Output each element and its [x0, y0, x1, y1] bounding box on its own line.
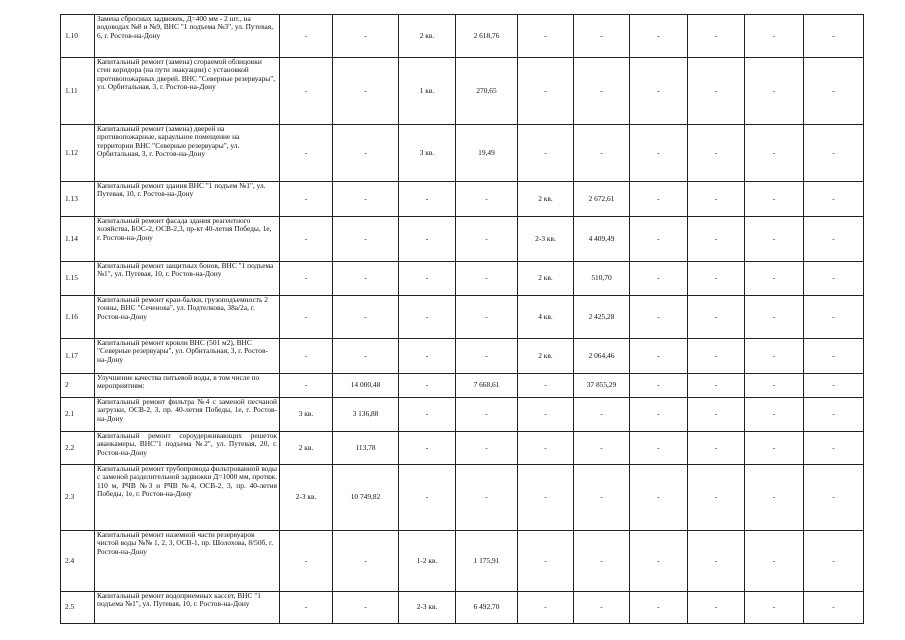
value-cell: - — [745, 465, 804, 531]
row-description: Замена сбросных задвижек, Д=400 мм - 2 шт., на водоводах №8 и №9, ВНС "1 подъема №3", ул. Путевая, 6, г. Ростов-на-Дону — [95, 15, 280, 58]
row-description: Капитальный ремонт (замена) сгораемой облицовки стен коридора (на пути эвакуации) с установкой противопожарных дверей. ВНС "Северные резервуары", ул. Орбитальная, 3, г. Ростов-на-Дону — [95, 58, 280, 125]
value-cell: - — [456, 398, 518, 432]
table-row — [61, 262, 864, 296]
value-cell: - — [630, 58, 688, 125]
value-cell: - — [804, 531, 864, 592]
value-cell: - — [456, 217, 518, 262]
value-cell: - — [630, 339, 688, 374]
value-cell: - — [333, 15, 399, 58]
value-cell: - — [630, 374, 688, 398]
value-cell: - — [745, 432, 804, 465]
value-cell: - — [630, 296, 688, 339]
value-cell: - — [456, 339, 518, 374]
plan-table — [60, 14, 864, 624]
value-cell: - — [280, 592, 333, 624]
value-cell: 270,65 — [456, 58, 518, 125]
value-cell: 2 кв. — [399, 15, 456, 58]
value-cell: - — [630, 182, 688, 217]
value-cell: - — [630, 432, 688, 465]
value-cell: - — [688, 182, 745, 217]
row-number: 2.1 — [61, 398, 95, 432]
value-cell: - — [574, 531, 630, 592]
value-cell: - — [745, 15, 804, 58]
row-description: Капитальный ремонт трубопровода фильтрованной воды с заменой разделительной задвижки Д=1000 мм, протяж. 110 м, РЧВ №3 и РЧВ №4, ОСВ-2, 3, пр. 40-летия Победы, 1е, г. Ростов-на-Дону — [95, 465, 280, 531]
value-cell: - — [804, 592, 864, 624]
value-cell: - — [745, 262, 804, 296]
value-cell: - — [333, 296, 399, 339]
value-cell: - — [804, 58, 864, 125]
value-cell: - — [688, 398, 745, 432]
table-row — [61, 531, 864, 592]
value-cell: - — [333, 262, 399, 296]
value-cell: - — [518, 374, 574, 398]
value-cell: - — [745, 592, 804, 624]
value-cell: - — [745, 217, 804, 262]
value-cell: - — [280, 531, 333, 592]
value-cell: - — [688, 339, 745, 374]
value-cell: - — [688, 296, 745, 339]
value-cell: - — [399, 296, 456, 339]
value-cell: 2 кв. — [518, 339, 574, 374]
row-number: 1.15 — [61, 262, 95, 296]
value-cell: - — [745, 374, 804, 398]
value-cell: - — [688, 374, 745, 398]
row-number: 1.16 — [61, 296, 95, 339]
value-cell: - — [399, 182, 456, 217]
value-cell: - — [456, 262, 518, 296]
value-cell: - — [399, 398, 456, 432]
value-cell: 2 кв. — [518, 182, 574, 217]
value-cell: - — [745, 398, 804, 432]
value-cell: - — [630, 217, 688, 262]
value-cell: 2-3 кв. — [280, 465, 333, 531]
row-description: Капитальный ремонт кран-балки, грузоподъемность 2 тонны, ВНС "Сеченова", ул. Подтелкова, 38а/2а, г. Ростов-на-Дону — [95, 296, 280, 339]
value-cell: - — [574, 592, 630, 624]
row-description: Капитальный ремонт защитных бонов, ВНС "1 подъема №1", ул. Путевая, 10, г. Ростов-на-Дону — [95, 262, 280, 296]
value-cell: - — [804, 432, 864, 465]
value-cell: - — [280, 262, 333, 296]
value-cell: - — [630, 465, 688, 531]
value-cell: - — [456, 182, 518, 217]
value-cell: - — [280, 339, 333, 374]
value-cell: - — [333, 339, 399, 374]
value-cell: - — [745, 58, 804, 125]
value-cell: 113,78 — [333, 432, 399, 465]
value-cell: - — [518, 592, 574, 624]
value-cell: 19,49 — [456, 125, 518, 182]
value-cell: - — [688, 465, 745, 531]
table-body — [61, 15, 864, 624]
value-cell: - — [745, 125, 804, 182]
table-row — [61, 465, 864, 531]
value-cell: - — [630, 592, 688, 624]
value-cell: - — [574, 15, 630, 58]
value-cell: - — [333, 58, 399, 125]
value-cell: - — [574, 465, 630, 531]
row-number: 2.2 — [61, 432, 95, 465]
value-cell: - — [518, 15, 574, 58]
row-description: Капитальный ремонт (замена) дверей на противопожарные, караульное помещение на территории ВНС "Северные резервуары", ул. Орбитальная, 3, г. Ростов-на-Дону — [95, 125, 280, 182]
value-cell: - — [804, 217, 864, 262]
value-cell: - — [399, 262, 456, 296]
value-cell: - — [688, 531, 745, 592]
row-number: 1.12 — [61, 125, 95, 182]
value-cell: - — [630, 398, 688, 432]
value-cell: - — [280, 217, 333, 262]
value-cell: - — [630, 531, 688, 592]
value-cell: - — [518, 58, 574, 125]
value-cell: - — [333, 592, 399, 624]
value-cell: 4 кв. — [518, 296, 574, 339]
value-cell: 2 672,61 — [574, 182, 630, 217]
value-cell: - — [630, 262, 688, 296]
row-number: 1.10 — [61, 15, 95, 58]
value-cell: 2-3 кв. — [518, 217, 574, 262]
row-description: Капитальный ремонт здания ВНС "1 подъем №1", ул. Путевая, 10, г. Ростов-на-Дону — [95, 182, 280, 217]
row-description: Капитальный ремонт фильтра №4 с заменой песчаной загрузки, ОСВ-2, 3, пр. 40-летия Победы, 1е, г. Ростов-на-Дону — [95, 398, 280, 432]
value-cell: 2 кв. — [280, 432, 333, 465]
row-description: Капитальный ремонт водоприемных кассет, ВНС "1 подъема №1", ул. Путевая, 10, г. Ростов-на-Дону — [95, 592, 280, 624]
value-cell: 14 000,48 — [333, 374, 399, 398]
table-row — [61, 339, 864, 374]
value-cell: - — [688, 15, 745, 58]
row-number: 2.4 — [61, 531, 95, 592]
value-cell: - — [804, 262, 864, 296]
value-cell: - — [804, 398, 864, 432]
value-cell: - — [399, 374, 456, 398]
value-cell: - — [688, 125, 745, 182]
value-cell: - — [280, 374, 333, 398]
value-cell: - — [574, 58, 630, 125]
value-cell: - — [280, 182, 333, 217]
value-cell: 1-2 кв. — [399, 531, 456, 592]
table-row — [61, 374, 864, 398]
value-cell: - — [518, 531, 574, 592]
table-row — [61, 398, 864, 432]
value-cell: - — [804, 125, 864, 182]
row-number: 1.17 — [61, 339, 95, 374]
value-cell: - — [333, 125, 399, 182]
value-cell: - — [574, 432, 630, 465]
value-cell: - — [630, 15, 688, 58]
value-cell: - — [688, 432, 745, 465]
value-cell: - — [804, 182, 864, 217]
value-cell: - — [630, 125, 688, 182]
row-number: 1.13 — [61, 182, 95, 217]
value-cell: - — [745, 182, 804, 217]
value-cell: 4 409,49 — [574, 217, 630, 262]
value-cell: - — [574, 398, 630, 432]
value-cell: - — [456, 432, 518, 465]
value-cell: 2 425,28 — [574, 296, 630, 339]
value-cell: - — [745, 339, 804, 374]
value-cell: 2-3 кв. — [399, 592, 456, 624]
value-cell: - — [333, 217, 399, 262]
value-cell: 6 492,70 — [456, 592, 518, 624]
row-number: 2.3 — [61, 465, 95, 531]
value-cell: - — [688, 217, 745, 262]
value-cell: - — [745, 531, 804, 592]
value-cell: 1 кв. — [399, 58, 456, 125]
value-cell: 3 136,88 — [333, 398, 399, 432]
value-cell: - — [518, 432, 574, 465]
row-description: Капитальный ремонт фасада здания реагентного хозяйства, БОС-2, ОСВ-2,3, пр-кт 40-летия Победы, 1е, г. Ростов-на-Дону — [95, 217, 280, 262]
table-row — [61, 296, 864, 339]
value-cell: - — [518, 398, 574, 432]
table-row — [61, 217, 864, 262]
row-number: 2.5 — [61, 592, 95, 624]
value-cell: 1 175,91 — [456, 531, 518, 592]
value-cell: 2 064,46 — [574, 339, 630, 374]
table-row — [61, 592, 864, 624]
value-cell: - — [333, 531, 399, 592]
value-cell: - — [399, 432, 456, 465]
value-cell: - — [399, 339, 456, 374]
table-row — [61, 58, 864, 125]
value-cell: - — [456, 296, 518, 339]
value-cell: - — [333, 182, 399, 217]
value-cell: 510,70 — [574, 262, 630, 296]
row-number: 2 — [61, 374, 95, 398]
value-cell: - — [804, 465, 864, 531]
value-cell: - — [399, 217, 456, 262]
value-cell: - — [399, 465, 456, 531]
value-cell: - — [456, 465, 518, 531]
value-cell: - — [518, 125, 574, 182]
table-row — [61, 182, 864, 217]
row-description: Капитальный ремонт сороудерживающих решеток аванкамеры, ВНС"1 подъема №2", ул. Путевая, 20, г. Ростов-на-Дону — [95, 432, 280, 465]
value-cell: - — [688, 592, 745, 624]
value-cell: - — [280, 296, 333, 339]
value-cell: 10 749,82 — [333, 465, 399, 531]
value-cell: 2 кв. — [518, 262, 574, 296]
value-cell: - — [518, 465, 574, 531]
row-description: Капитальный ремонт наземной части резервуаров чистой воды №№ 1, 2, 3, ОСВ-1, пр. Шолохова, 8/50б, г. Ростов-на-Дону — [95, 531, 280, 592]
value-cell: - — [574, 125, 630, 182]
value-cell: 3 кв. — [280, 398, 333, 432]
value-cell: - — [688, 58, 745, 125]
value-cell: - — [280, 58, 333, 125]
value-cell: - — [804, 374, 864, 398]
row-description: Капитальный ремонт кровли ВНС (501 м2), ВНС "Северные резервуары", ул. Орбитальная, 3, г. Ростов-на-Дону — [95, 339, 280, 374]
value-cell: 3 кв. — [399, 125, 456, 182]
value-cell: - — [804, 339, 864, 374]
row-number: 1.11 — [61, 58, 95, 125]
row-number: 1.14 — [61, 217, 95, 262]
value-cell: 2 618,76 — [456, 15, 518, 58]
table-row — [61, 432, 864, 465]
table-row — [61, 15, 864, 58]
value-cell: - — [280, 125, 333, 182]
value-cell: 7 668,61 — [456, 374, 518, 398]
value-cell: - — [804, 296, 864, 339]
row-description: Улучшение качества питьевой воды, в том числе по мероприятиям: — [95, 374, 280, 398]
value-cell: - — [280, 15, 333, 58]
value-cell: - — [745, 296, 804, 339]
value-cell: 37 855,29 — [574, 374, 630, 398]
value-cell: - — [804, 15, 864, 58]
table-row — [61, 125, 864, 182]
value-cell: - — [688, 262, 745, 296]
